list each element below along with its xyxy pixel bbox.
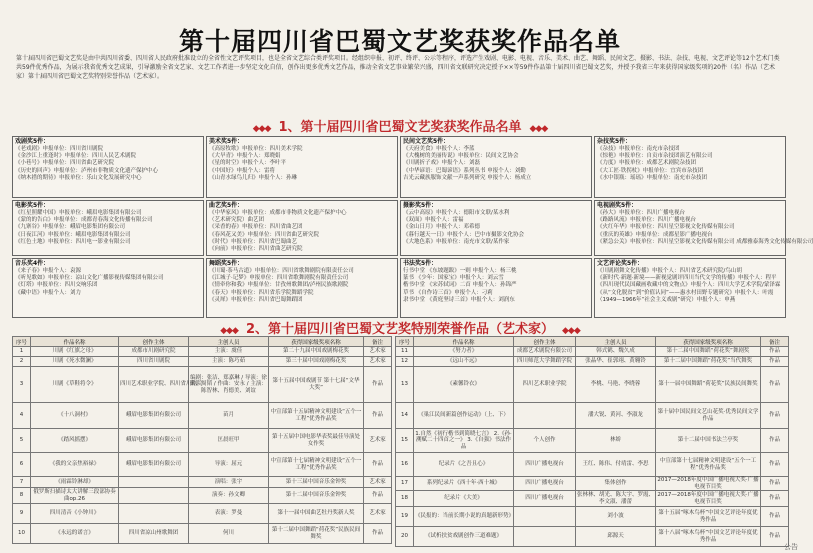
table-cell-note: 作品 — [761, 507, 789, 527]
section2-heading — [0, 318, 800, 337]
category-heading: 曲艺奖5件： — [209, 202, 244, 209]
table-cell-name: 《远山不远》 — [414, 357, 514, 367]
table-cell-name: 《巢江民间新篇创作运动》（上、下） — [414, 403, 514, 429]
table-header-cell: 备注 — [761, 337, 789, 347]
table-cell-org: 个人创作 — [514, 429, 576, 453]
table-cell-award: 中宣部第十五届精神文明建设“五个一工程”优秀作品奖 — [269, 403, 364, 429]
table-cell-people: 主演：虞佳 — [189, 347, 269, 357]
category-entry: 《力度》申报单位：成都艺术剧院杂技团 — [597, 160, 697, 167]
table-cell-no: 4 — [13, 403, 31, 429]
table-cell-award: 2017—2018年度中国广播电视大奖·广播电视节目奖 — [657, 492, 759, 505]
table-cell-name: 《永远的诺言》 — [31, 524, 119, 544]
table-row — [13, 488, 392, 504]
table-cell-award: 第十二届中国舞蹈“荷花奖”民族民间舞奖 — [269, 524, 364, 544]
table-cell-no: 13 — [396, 367, 414, 403]
table-cell-org: 四川省凉山州歌舞团 — [119, 524, 189, 544]
category-heading: 电影奖5件： — [15, 202, 50, 209]
table-cell-people: 林娇 — [576, 429, 656, 453]
category-entry: 《从“文化脱贫”到“价值认同”——惠水村田野专题研究》申报个人：叶霞 — [597, 289, 774, 296]
table-row — [396, 527, 789, 547]
ornament-left: ◆◆◆ — [252, 124, 271, 134]
category-entry: 《暮行越天一日》申报个人：巴中市摄影文化协会 — [403, 231, 525, 238]
table-row — [396, 367, 789, 403]
table-cell-people: 匡晨旺甲 — [189, 429, 269, 453]
table-cell-name: 四川清音《小钟川》 — [31, 504, 119, 524]
table-cell-note: 作品 — [364, 488, 392, 504]
category-entry: 《大工匠·铁拐杖》申报单位：宜宾市杂技团 — [597, 167, 704, 174]
table-header-cell: 序号 — [396, 337, 414, 347]
table-cell-no: 15 — [396, 429, 414, 453]
category-entry: 《川剧剧舞文化传播》申报个人：四川省艺术研究院/鸟山胡 — [597, 268, 742, 274]
table-cell-note: 艺术家 — [364, 477, 392, 488]
category-entry: 《红色土地》申报单位：四川电一影业有限公司 — [15, 238, 131, 245]
table-cell-org — [514, 507, 576, 527]
table-cell-people: 演唱：张宇 — [189, 477, 269, 488]
category-grid — [12, 136, 813, 322]
table-cell-award: 第十二届中国书法兰亭奖 — [656, 429, 761, 453]
table-cell-people: 刘小波 — [576, 507, 656, 527]
table-row — [396, 357, 789, 367]
category-entry: 《春天》申报单位：四川省乐学院舞蹈学院 — [209, 289, 314, 296]
table-cell-no: 20 — [396, 527, 414, 547]
section1-heading — [0, 116, 800, 135]
ornament-right: ◆◆◆ — [562, 326, 580, 336]
category-entry: 《中国好》申报个人：雷将 — [209, 167, 276, 174]
category-entry: 行书中堂 《东坡题跋》一则 申报个人：杨三桃 — [403, 268, 517, 274]
category-box — [594, 136, 786, 198]
table-cell-people: 导演：屈元 — [189, 453, 269, 477]
table-cell-org: 四川省川剧院 — [119, 357, 189, 367]
table-header-cell: 获得国家级奖项名称 — [656, 337, 761, 347]
table-cell-no: 7 — [13, 477, 31, 488]
category-entry: 《红星照耀中国》申报单位：峨眉电影集团有限公司 — [15, 210, 142, 216]
table-cell-no: 10 — [13, 524, 31, 544]
table-cell-name: 《试析扶贫戏剧创作三道难题》 — [414, 527, 514, 547]
table-row — [13, 504, 392, 524]
page-title: 第十届四川省巴蜀文艺奖获奖作品名单 — [178, 27, 621, 56]
table-row — [13, 403, 392, 429]
table-row — [396, 347, 789, 357]
table-cell-name: 《踏风摇摆》 — [31, 429, 119, 453]
table-cell-org — [119, 504, 189, 524]
table-cell-org — [514, 403, 576, 429]
table-cell-people: 表演：罗曼 — [189, 504, 269, 524]
table-header-cell: 创作主体 — [119, 337, 189, 347]
category-entry: 《高原牧歌》申报单位：四川美术学院 — [209, 146, 303, 152]
category-entry: 《云中高原》申报个人：德阳市文联/某水利 — [403, 210, 510, 216]
table-cell-org — [514, 527, 576, 547]
category-entry: 《双面》申报个人：雷福 — [403, 217, 464, 224]
table-cell-award: 第十一届中国曲艺牡丹奖新人奖 — [269, 504, 364, 524]
category-entry: 《大槐树的美丽传说》申报单位：民间文艺协会 — [403, 153, 519, 160]
category-entry: 《采香的春》申报单位：四川省曲艺团 — [209, 224, 303, 231]
table-cell-name: 《我的父亲焦裕禄》 — [31, 453, 119, 477]
table-cell-note: 作品 — [364, 453, 392, 477]
table-row — [396, 403, 789, 429]
table-cell-no: 19 — [396, 507, 414, 527]
table-cell-note: 作品 — [761, 453, 789, 477]
category-entry: （艺术研究院）曲艺团 — [209, 217, 265, 224]
category-entry: 《路路风流》申报单位：四川广播电视台 — [597, 217, 697, 224]
category-heading: 美术奖5件： — [209, 138, 244, 145]
category-box — [400, 258, 592, 318]
table-cell-award: 第十二届中国音乐金钟奖 — [269, 488, 364, 504]
table-cell-name: 川剧《红旗之母》 — [31, 347, 119, 357]
table-cell-name: 《素馨铃衣》 — [414, 367, 514, 403]
table-cell-note: 艺术家 — [364, 429, 392, 453]
table-cell-note: 作品 — [364, 367, 392, 403]
table-cell-note: 作品 — [364, 403, 392, 429]
table-cell-people: 编剧：张洁、郑嘉琳 / 导演：徐勤、周韬 / 作曲：安永 / 主演：陈智林、肖德美、刘谊 — [189, 367, 269, 403]
category-heading: 音乐奖4件： — [15, 260, 50, 267]
category-box — [400, 200, 592, 256]
table-cell-name: 《雨霖铃淋却》 — [31, 477, 119, 488]
table-cell-org: 峨眉电影集团有限公司 — [119, 403, 189, 429]
category-box — [12, 136, 204, 198]
table-cell-org: 成都艺术剧院有限公司 — [514, 347, 576, 357]
table-header-cell: 主创人员 — [576, 337, 656, 347]
table-cell-name: 俄罗斯扫描诗太大讲解三段部协奏曲op.26 — [31, 488, 119, 504]
category-heading: 书法奖5件： — [403, 260, 438, 267]
category-entry: 《情牵你和我》申报单位：甘孜州歌舞团/泸州民族歌剧院 — [209, 282, 349, 289]
table-cell-name: 纪录片《大美》 — [414, 491, 514, 507]
honor-table-right — [395, 336, 789, 547]
category-entry: 《听见歌如》申报单位：凉山文化广播影视传媒集团有限公司 — [15, 275, 164, 282]
table-cell-no: 6 — [13, 453, 31, 477]
table-row — [13, 524, 392, 544]
category-entry: 《藏中语》申报个人：刘力 — [15, 289, 82, 296]
category-entry: 《灵犀》申报单位：四川省巴蜀舞蹈团 — [209, 296, 303, 303]
table-row — [13, 347, 392, 357]
table-cell-name: 川剧《草鞋将令》 — [31, 367, 119, 403]
table-cell-no: 11 — [396, 347, 414, 357]
table-row — [396, 477, 789, 491]
category-entry: 《川蜀·茶马古道》申报单位：四川省歌舞剧院有限责任公司 — [209, 268, 354, 274]
corner-label: 公告 — [784, 543, 798, 551]
category-entry: 《日夜江河》申报单位：峨眉电影集团有限公司 — [15, 231, 131, 238]
table-cell-award: 中宣部第十七届精神文明建设“五个一工程”优秀作品奖 — [269, 453, 364, 477]
table-cell-note: 艺术家 — [364, 357, 392, 367]
category-heading: 杂技奖5件： — [597, 138, 632, 145]
table-cell-note: 作品 — [761, 491, 789, 507]
table-cell-note: 作品 — [364, 524, 392, 544]
table-cell-no: 18 — [396, 491, 414, 507]
table-cell-no: 9 — [13, 504, 31, 524]
table-cell-award: 2017—2018年度中国广播电视大奖·广播电视节目奖 — [657, 477, 759, 490]
category-heading: 戏剧奖5件： — [15, 138, 50, 145]
section1-title: 1、第十届四川省巴蜀文艺奖获奖作品名单 — [278, 120, 522, 135]
category-entry: 《天府美食》申报个人：李蓝 — [403, 146, 475, 152]
category-box — [206, 200, 398, 256]
category-entry: 《江城子·记梦》申报单位：四川省歌舞剧院有限责任公司 — [209, 275, 349, 282]
table-cell-org — [119, 477, 189, 488]
table-cell-note: 艺术家 — [364, 504, 392, 524]
category-heading: 舞蹈奖5件： — [209, 260, 244, 267]
category-entry: 《孙大》申报单位：四川广播电视台 — [597, 210, 686, 216]
category-entry: 《新时代·新题·新境——新视觉剧评四川当代文学的传播》申报个人：程平 — [597, 275, 777, 282]
table-cell-org: 峨眉电影集团有限公司 — [119, 453, 189, 477]
table-cell-no: 17 — [396, 477, 414, 491]
table-cell-people: 李桃、马艳、李晓蓉 — [576, 367, 656, 403]
table-cell-people: 邱源天 — [576, 527, 656, 547]
category-entry: 《时代》申报单位：四川省巴蜀曲艺 — [209, 238, 298, 245]
table-row — [13, 477, 392, 488]
category-entry: 《小巷号》申报单位：四川省曲艺研究院 — [15, 160, 115, 167]
category-entry: 《金山日月》申报个人：邓希德 — [403, 224, 481, 231]
table-cell-no: 16 — [396, 453, 414, 477]
category-entry: 《惊艳》申报单位：自贡市杂技团演艺有限公司 — [597, 153, 713, 160]
table-cell-name: 川剧《死水微澜》 — [31, 357, 119, 367]
category-entry: 《中华谚语：巴蜀谚语》系列丛书 申报个人：刘勤 — [403, 167, 526, 174]
table-cell-org: 四川艺术职业学院、四川省川剧院 — [119, 367, 189, 403]
category-entry: 《紧急公关》申报单位：四川星空影视文化传媒有限公司 成都雅泰海秀文化传媒有限公司 — [597, 238, 813, 245]
category-entry: 楷书中堂 《宋苏轼词》二首 申报个人：孙锦严 — [403, 282, 517, 289]
table-cell-no: 2 — [13, 357, 31, 367]
category-entry: 《四川现代民国藏画收藏中的文物点》申报个人：四川大学艺术学院/蒙泽霖 — [597, 282, 781, 289]
category-entry: 《九寨谷》申报单位：峨眉电影集团有限公司 — [15, 224, 126, 231]
honor-table-left — [12, 336, 392, 544]
table-cell-people: 韩式鹤、魏久成 — [576, 347, 656, 357]
table-cell-name: 《努力者》 — [414, 347, 514, 357]
table-cell-people: 主演：陈巧茹 — [189, 357, 269, 367]
table-cell-note: 作品 — [761, 477, 789, 491]
table-cell-org: 四川广播电视台 — [514, 491, 576, 507]
category-entry: 隶书中堂 《黄庭坚诗三首》申报个人：刘润东 — [403, 296, 515, 303]
table-row — [13, 367, 392, 403]
table-cell-org: 四川师范大学舞蹈学院 — [514, 357, 576, 367]
table-row — [13, 429, 392, 453]
table-cell-org: 峨眉电影集团有限公司 — [119, 429, 189, 453]
table-row — [396, 453, 789, 477]
table-cell-award: 第十五届中国电影华表奖最佳导演处女作奖 — [269, 429, 364, 453]
category-entry: 篆书 《少年：国家宝》申报个人：刘云雪 — [403, 275, 504, 282]
table-cell-award: 第二十九届中国戏剧梅花奖 — [269, 347, 364, 357]
table-cell-award: 第三十届中国戏剧梅花奖 — [269, 357, 364, 367]
category-entry: 《金沙江上重逢时》申报单位：四川人民艺术剧院 — [15, 153, 137, 160]
category-entry: 《川剧折子戏》申报个人：刘磊 — [403, 160, 481, 167]
table-cell-org: 四川艺术职业学院 — [514, 367, 576, 403]
table-cell-award: 第十五届“啄木鸟杯”中国文艺评论年度优秀作品 — [656, 507, 761, 527]
table-row — [396, 507, 789, 527]
table-cell-award: 第十五届中国戏剧节 第十七届“文华大奖” — [269, 367, 364, 403]
category-box — [594, 200, 813, 256]
table-cell-no: 1 — [13, 347, 31, 357]
table-cell-note: 作品 — [761, 429, 789, 453]
category-entry: 《中华家风》申报单位：成都市非物质文化遗产保护中心 — [209, 210, 347, 216]
category-entry: 《历史的回声》申报单位：泸州市非物质文化遗产保护中心 — [15, 167, 159, 174]
category-entry: （1949—1966年“社会主义戏剧”研究）申报个人：申燕 — [597, 296, 736, 303]
intro-paragraph: 第十届四川省巴蜀文艺奖是由中共四川省委、四川省人民政府批准设立的全省性文艺评奖项目，也是全省文艺综合类评奖项目。经组织申报、初评、终评、公示等程序，评选产生戏剧、电影、电视、音乐、美术、曲艺、舞蹈、民间文艺、摄影、书法、杂技、电视、文艺评论等12个艺术门类共59件优秀作品，为展示我省优秀文艺成果，引导激励全省文艺家、文艺工作者进一步坚定文化自信，创作出更多优秀文艺作品，推动全省文艺事业繁荣兴盛，四川省文联研究决定授予××等59件作品第十届四川省巴蜀文艺奖，并授予我省三年来获得国家级奖项的20件（名）作品（艺术家）第十届四川省巴蜀文艺奖特别荣誉作品（艺术家）。 — [16, 55, 780, 80]
category-entry: 草书 《自作诗三首》申报个人：刁莉 — [403, 289, 493, 296]
ornament-right: ◆◆◆ — [529, 124, 548, 134]
table-row — [396, 491, 789, 507]
table-cell-name: 《十八洞村》 — [31, 403, 119, 429]
category-box — [12, 258, 204, 318]
table-header-cell: 序号 — [13, 337, 31, 347]
category-box — [206, 258, 398, 318]
category-entry: 《水中银瓶：瑶瑶》申报单位：南充市杂技团 — [597, 174, 708, 181]
table-header-cell: 作品名称 — [414, 337, 514, 347]
category-entry: 《星的时空》申报个人：李叶平 — [209, 160, 287, 167]
category-heading: 电视剧奖5件： — [597, 202, 638, 209]
table-cell-award: 第十一届中国舞蹈“荷花奖”民族民间舞奖 — [656, 367, 761, 403]
table-cell-org: 四川广播电视台 — [514, 477, 576, 491]
table-header-cell: 获得国家级奖项名称 — [269, 337, 364, 347]
category-entry: 《向前》申报单位：四川省曲艺研究院 — [209, 246, 303, 253]
category-box — [12, 200, 204, 256]
table-cell-no: 8 — [13, 488, 31, 504]
category-box — [400, 136, 592, 198]
table-cell-no: 14 — [396, 403, 414, 429]
table-cell-name: 纪录片《之吾且心》 — [414, 453, 514, 477]
category-entry: 《蒙的的告白》申报单位：成都青春海文化传播有限公司 — [15, 217, 153, 224]
table-header-cell: 备注 — [364, 337, 392, 347]
category-entry: 《春风花又美》申报单位：四川省曲艺研究院 — [209, 231, 320, 238]
category-entry: 《杂技》申报单位：南充市杂技团 — [597, 146, 680, 152]
table-cell-award: 第十三届中国音乐金钟奖 — [269, 477, 364, 488]
table-cell-people: 何川 — [189, 524, 269, 544]
table-cell-name: 1.自然《初行楷书到简晓七言》 2.《孙·溯赋二十四首之一》 3.《自强》书法作品 — [414, 429, 514, 453]
table-cell-note: 作品 — [761, 367, 789, 403]
table-cell-name: 系列纪录片《西十年·西十城》 — [414, 477, 514, 491]
table-cell-note: 作品 — [761, 527, 789, 547]
table-cell-no: 12 — [396, 357, 414, 367]
table-cell-note: 作品 — [761, 357, 789, 367]
table-header-cell: 主创人员 — [189, 337, 269, 347]
table-cell-name: 《民报的：当前长期小说的真题新形势》 — [414, 507, 514, 527]
table-cell-award: 中宣部第十七届精神文明建设“五个一工程”优秀作品奖 — [656, 453, 761, 477]
table-cell-people: 张晶华、崔郭翊、黄翱铃 — [576, 357, 656, 367]
table-cell-people: 集体创作 — [576, 477, 656, 491]
table-row — [396, 429, 789, 453]
table-cell-org: 四川广播电视台 — [514, 453, 576, 477]
table-header-cell: 创作主体 — [514, 337, 576, 347]
table-cell-no: 5 — [13, 429, 31, 453]
category-entry: 《火红年华》申报单位：四川星空影视文化传媒有限公司 — [597, 224, 735, 231]
table-cell-people: 王红、陈伟、付靖雷、李思 — [576, 453, 656, 477]
category-entry: 《灯塔》申报单位：四川交响乐团 — [15, 282, 98, 289]
table-cell-people: 苗月 — [189, 403, 269, 429]
section2-title: 2、第十届四川省巴蜀文艺奖特别荣誉作品（艺术家） — [245, 322, 555, 337]
ornament-left: ◆◆◆ — [220, 326, 238, 336]
category-box — [206, 136, 398, 198]
table-cell-org — [119, 488, 189, 504]
category-box — [594, 258, 786, 318]
table-cell-note: 作品 — [761, 347, 789, 357]
table-cell-no: 3 — [13, 367, 31, 403]
table-cell-award: 第十二届中国舞蹈“荷花奖”舞剧奖 — [656, 347, 761, 357]
category-heading: 民间文艺奖5件： — [403, 138, 450, 145]
category-entry: 《大地色系》申报单位：南充市文联/某作家 — [403, 238, 510, 245]
table-row — [13, 453, 392, 477]
table-cell-award: 第十届中国民间文艺山花奖·优秀民间文学作品 — [656, 403, 761, 429]
category-entry: 《山青水绿鸟儿归》申报个人：孙琳 — [209, 174, 298, 181]
table-cell-award: 第十二届中国舞蹈“荷花奖”当代舞奖 — [656, 357, 761, 367]
category-heading: 文艺评论奖5件： — [597, 260, 644, 267]
table-header-cell: 作品名称 — [31, 337, 119, 347]
table-cell-award: 第十八届“啄木鸟杯”中国文艺评论年度优秀作品 — [656, 527, 761, 547]
table-cell-org: 成都市川剧研究院 — [119, 347, 189, 357]
category-entry: 吉光云藏族服饰文献一声系列研究 申报个人：杨成立 — [403, 174, 532, 181]
category-heading: 摄影奖5件： — [403, 202, 438, 209]
category-entry: 《重庆的英雄》申报单位：成都星影广播电视台 — [597, 231, 713, 238]
table-cell-people: 演奏：孙文卿 — [189, 488, 269, 504]
table-row — [13, 357, 392, 367]
category-entry: 《纳木措的期待》申报单位：乐山文化发展研究中心 — [15, 174, 142, 181]
table-cell-note: 作品 — [761, 403, 789, 429]
table-cell-people: 潘大锐、黄河、李淑龙 — [576, 403, 656, 429]
category-entry: 《老戏剧》申报单位：四川省川剧院 — [15, 146, 104, 152]
table-cell-people: 张林林、胡光、陈大宇、罗霞、李文淑、潘蕾 — [577, 492, 655, 505]
category-entry: 《来子春》申报个人：袁源 — [15, 268, 82, 274]
category-entry: 《大旱青》申报个人：郑晓娟 — [209, 153, 281, 160]
table-cell-note: 艺术家 — [364, 347, 392, 357]
